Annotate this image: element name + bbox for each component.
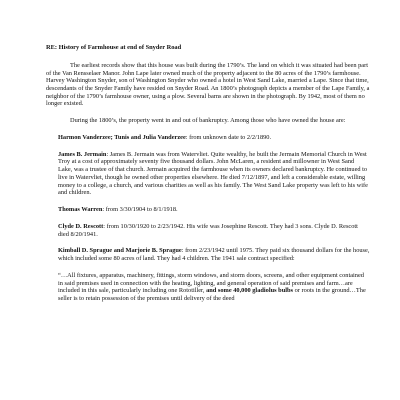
owner-names: James B. Jermain	[58, 150, 107, 158]
owner-names: Kimball D. Sprague and Marjorie B. Sprague	[58, 247, 182, 255]
owner-details: : James B. Jermain was from Watervliet. Quite wealthy, he built the Jermain Memorial Church in West Troy at a cost of approximately seventy five thousand dollars. John McLaren, a resident and millowner in West Sand Lake, was a trustee of that church. Jermain acquired the farmhouse when its owners declared bankruptcy. He continued to live in Watervliet, though he owned other properties elsewhere. He died 7/12/1897, and left a considerable estate, willing money to a college, a church, and various charities as well as his family. The West Sand Lake property was left to his wife and children.	[58, 150, 368, 197]
owner-details: : from unknown date to 2/2/1890.	[185, 133, 272, 141]
owner-details: : from 10/30/1920 to 2/23/1942. His wife was Josephine Rescott. They had 3 sons. Clyde D. Rescott died 8/20/1941.	[58, 222, 358, 238]
owner-entry-vanderzee	[58, 134, 370, 142]
quote-text: “…All fixtures, apparatus, machinery, fittings, storm windows, and storm doors, screens, and other equipment contained in said premises used in connection with the heating, lighting, and general operation of said premises and farm…are included in this sale, particularly including one Rototiller,	[58, 271, 364, 295]
owner-details: : from 2/23/1942 until 1975. They paid six thousand dollars for the house, which included some 80 acres of land. They had 4 children. The 1941 sale contract specified:	[58, 247, 370, 263]
document-body	[46, 44, 370, 312]
owner-entry-warren	[58, 206, 370, 214]
paragraph-history: The earliest records show that this house was built during the 1790’s. The land on which it was situated had been part of the Van Rensselaer Manor. John Lape later owned much of the property adjacent to the 80 acres of the 1790’s farmhouse. Harvey Washington Snyder, son of Washington Snyder who owned a hotel in West Sand Lake, married a Lape. Since that time, descendants of the Snyder Family have resided on Snyder Road. An 1800’s photograph depicts a member of the Lape Family, a neighbor of the 1790’s farmhouse owner, using a plow. Several barns are shown in the photograph. By 1942, most of them no longer existed.	[46, 61, 370, 108]
document-heading: RE: History of Farmhouse at end of Snyder Road	[46, 44, 182, 51]
quote-emphasis: and some 40,000 gladiolus bulbs	[206, 287, 293, 295]
owner-entry-jermain	[58, 151, 370, 197]
owner-entry-sprague	[58, 247, 370, 262]
owner-names: Clyde D. Rescott	[58, 222, 104, 230]
paragraph-owners-intro: During the 1800’s, the property went in and out of bankruptcy. Among those who have owned the house are:	[70, 117, 346, 125]
owner-entry-rescott	[58, 223, 370, 238]
owner-details: : from 3/30/1904 to 8/1/1918.	[102, 206, 178, 214]
owner-names: Thomas Warren	[58, 206, 103, 214]
sale-contract-quote	[58, 272, 370, 303]
quote-text-end: or roots in the ground…The seller is to retain possession of the premises until delivery of the deed	[58, 287, 366, 302]
owner-names: Harmon Vanderzee; Tunis and Julia Vanderzee	[58, 133, 186, 141]
